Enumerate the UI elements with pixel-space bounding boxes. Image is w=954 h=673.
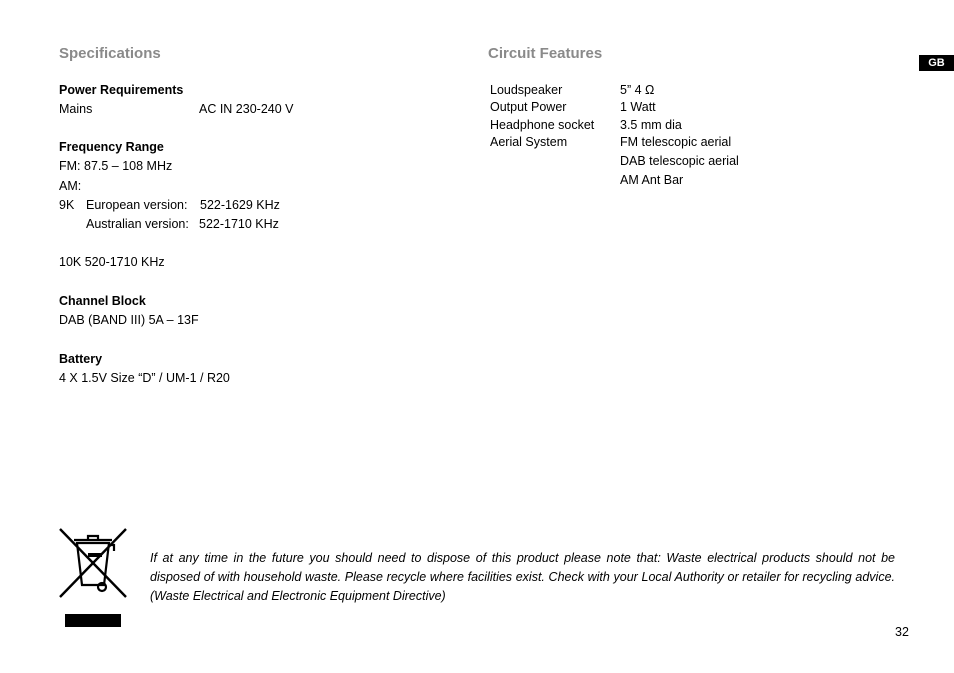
nine-k-label: 9K: [59, 198, 75, 212]
feature-label-output-power: Output Power: [490, 100, 567, 114]
crossed-out-wheelie-bin-icon: [58, 527, 128, 599]
specifications-heading: Specifications: [59, 45, 161, 62]
european-version-label: European version:: [86, 198, 188, 212]
mains-label: Mains: [59, 102, 93, 116]
frequency-range-title: Frequency Range: [59, 140, 164, 154]
feature-value-headphone-socket: 3.5 mm dia: [620, 118, 682, 132]
australian-version-label: Australian version:: [86, 217, 189, 231]
feature-value-am-ant-bar: AM Ant Bar: [620, 173, 684, 187]
feature-value-output-power: 1 Watt: [620, 100, 656, 114]
channel-block-title: Channel Block: [59, 294, 146, 308]
language-badge: GB: [919, 55, 954, 71]
feature-value-dab-aerial: DAB telescopic aerial: [620, 154, 739, 168]
circuit-features-heading: Circuit Features: [488, 45, 603, 62]
power-requirements-title: Power Requirements: [59, 83, 184, 97]
am-label: AM:: [59, 179, 82, 193]
european-version-value: 522-1629 KHz: [200, 198, 280, 212]
feature-label-loudspeaker: Loudspeaker: [490, 83, 563, 97]
feature-value-aerial-system: FM telescopic aerial: [620, 135, 732, 149]
weee-disposal-notice: If at any time in the future you should need to dispose of this product please note that: Waste electrical products should not be disposed of with household waste. Please recycle where facilities exist. Check with your Local Authority or retailer for recycling advice. (Waste Electrical and Electronic Equipment Directive): [150, 551, 895, 603]
ten-k-range: 10K 520-1710 KHz: [59, 255, 165, 269]
fm-range: FM: 87.5 – 108 MHz: [59, 159, 173, 173]
battery-title: Battery: [59, 352, 103, 366]
feature-value-loudspeaker: 5” 4 Ω: [620, 83, 655, 97]
feature-label-aerial-system: Aerial System: [490, 135, 568, 149]
australian-version-value: 522-1710 KHz: [199, 217, 279, 231]
feature-label-headphone-socket: Headphone socket: [490, 118, 595, 132]
channel-block-value: DAB (BAND III) 5A – 13F: [59, 313, 199, 327]
mains-value: AC IN 230-240 V: [199, 102, 294, 116]
page-number: 32: [895, 625, 909, 639]
weee-black-bar: [65, 614, 121, 627]
battery-value: 4 X 1.5V Size “D” / UM-1 / R20: [59, 371, 230, 385]
